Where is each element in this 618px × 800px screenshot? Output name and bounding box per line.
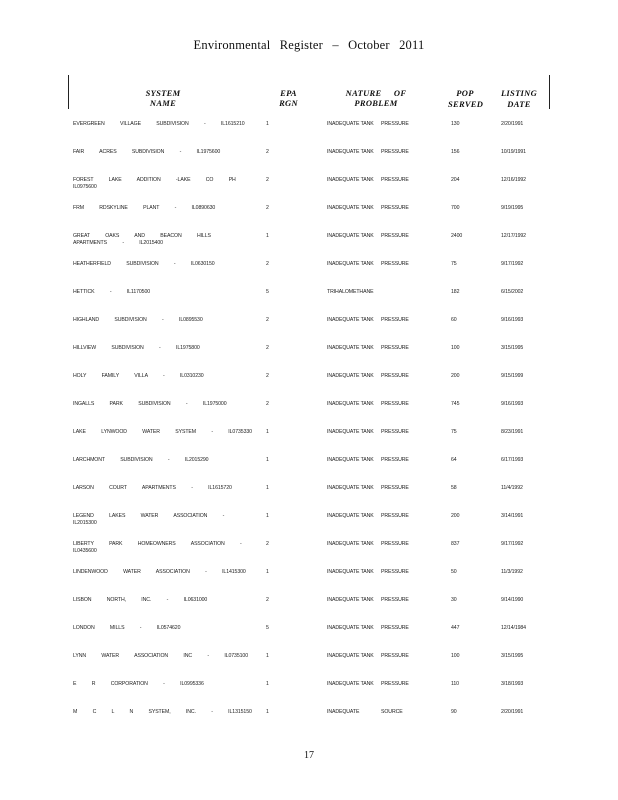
epa-rgn-cell: 1 — [266, 681, 269, 687]
listing-date-cell: 6/15/2002 — [501, 289, 524, 295]
problem-cell: PRESSURE — [381, 681, 409, 687]
problem-cell: PRESSURE — [381, 373, 409, 379]
table-row — [0, 597, 618, 621]
pop-served-cell: 700 — [451, 205, 460, 211]
epa-rgn-cell: 1 — [266, 233, 269, 239]
system-name-cell: LARSON COURT APARTMENTS - IL1615720 — [73, 485, 232, 491]
system-name-cell: LISBON NORTH, INC. - IL0631000 — [73, 597, 208, 603]
system-name-cell: LEGEND LAKES WATER ASSOCIATION - IL2015300 — [73, 513, 225, 526]
col-header-pop-served: POP SERVED — [448, 88, 484, 109]
epa-rgn-cell: 2 — [266, 401, 269, 407]
problem-cell: PRESSURE — [381, 149, 409, 155]
problem-cell: PRESSURE — [381, 317, 409, 323]
epa-rgn-cell: 5 — [266, 625, 269, 631]
problem-cell: PRESSURE — [381, 429, 409, 435]
epa-rgn-cell: 1 — [266, 485, 269, 491]
listing-date-cell: 12/17/1992 — [501, 233, 526, 239]
nature-cell: INADEQUATE TANK — [327, 401, 374, 407]
nature-cell: INADEQUATE TANK — [327, 429, 374, 435]
pop-served-cell: 110 — [451, 681, 459, 687]
table-row — [0, 149, 618, 173]
col-header-system-name: SYSTEM NAME — [145, 88, 181, 108]
table-row — [0, 233, 618, 257]
epa-rgn-cell: 2 — [266, 261, 269, 267]
system-name-cell: LONDON MILLS - IL0574620 — [73, 625, 181, 631]
listing-date-cell: 9/16/1993 — [501, 401, 524, 407]
pop-served-cell: 182 — [451, 289, 460, 295]
epa-rgn-cell: 1 — [266, 121, 269, 127]
table-row — [0, 625, 618, 649]
nature-cell: INADEQUATE TANK — [327, 681, 374, 687]
nature-cell: INADEQUATE TANK — [327, 485, 374, 491]
nature-cell: INADEQUATE TANK — [327, 261, 374, 267]
listing-date-cell: 11/3/1992 — [501, 569, 523, 575]
problem-cell: PRESSURE — [381, 513, 409, 519]
epa-rgn-cell: 2 — [266, 317, 269, 323]
table-row — [0, 681, 618, 705]
pop-served-cell: 447 — [451, 625, 460, 631]
system-name-cell: HEATHERFIELD SUBDIVISION - IL0630150 — [73, 261, 215, 267]
table-row — [0, 457, 618, 481]
problem-cell: PRESSURE — [381, 625, 409, 631]
header-right-rule — [549, 75, 550, 109]
table-row — [0, 317, 618, 341]
page-title: Environmental Register – October 2011 — [193, 38, 425, 52]
listing-date-cell: 3/14/1991 — [501, 513, 524, 519]
listing-date-cell: 2/20/1991 — [501, 121, 524, 127]
pop-served-cell: 100 — [451, 345, 460, 351]
epa-rgn-cell: 1 — [266, 429, 269, 435]
pop-served-cell: 60 — [451, 317, 457, 323]
pop-served-cell: 2400 — [451, 233, 463, 239]
problem-cell: PRESSURE — [381, 485, 409, 491]
nature-cell: INADEQUATE TANK — [327, 205, 374, 211]
listing-date-cell: 12/14/1984 — [501, 625, 526, 631]
epa-rgn-cell: 2 — [266, 345, 269, 351]
epa-rgn-cell: 1 — [266, 513, 269, 519]
listing-date-cell: 9/19/1995 — [501, 205, 524, 211]
table-row — [0, 345, 618, 369]
problem-cell: SOURCE — [381, 709, 403, 715]
epa-rgn-cell: 2 — [266, 205, 269, 211]
pop-served-cell: 204 — [451, 177, 460, 183]
nature-cell: INADEQUATE TANK — [327, 317, 374, 323]
listing-date-cell: 3/18/1993 — [501, 681, 524, 687]
problem-cell: PRESSURE — [381, 401, 409, 407]
system-name-cell: M C L N SYSTEM, INC. - IL1315150 — [73, 709, 252, 715]
table-row — [0, 541, 618, 565]
listing-date-cell: 9/17/1992 — [501, 261, 524, 267]
system-name-cell: FRM RDSKYLINE PLANT - IL0890630 — [73, 205, 216, 211]
epa-rgn-cell: 2 — [266, 149, 269, 155]
table-row — [0, 429, 618, 453]
header-left-rule — [68, 75, 69, 109]
nature-cell: INADEQUATE TANK — [327, 653, 374, 659]
system-name-cell: LINDENWOOD WATER ASSOCIATION - IL1415300 — [73, 569, 246, 575]
nature-cell: INADEQUATE TANK — [327, 625, 374, 631]
table-row — [0, 653, 618, 677]
nature-cell: INADEQUATE TANK — [327, 121, 374, 127]
problem-cell: PRESSURE — [381, 121, 409, 127]
listing-date-cell: 6/17/1993 — [501, 457, 524, 463]
col-header-listing-date: LISTING DATE — [500, 88, 538, 109]
pop-served-cell: 30 — [451, 597, 457, 603]
nature-cell: INADEQUATE — [327, 709, 360, 715]
pop-served-cell: 156 — [451, 149, 460, 155]
listing-date-cell: 9/16/1993 — [501, 317, 524, 323]
pop-served-cell: 50 — [451, 569, 457, 575]
epa-rgn-cell: 2 — [266, 373, 269, 379]
problem-cell: PRESSURE — [381, 177, 409, 183]
pop-served-cell: 58 — [451, 485, 457, 491]
table-row — [0, 289, 618, 313]
system-name-cell: GREAT OAKS AND BEACON HILLS APARTMENTS - IL2015400 — [73, 233, 211, 246]
system-name-cell: HILLVIEW SUBDIVISION - IL1975800 — [73, 345, 200, 351]
table-row — [0, 205, 618, 229]
nature-cell: TRIHALOMETHANE — [327, 289, 374, 295]
pop-served-cell: 100 — [451, 653, 460, 659]
listing-date-cell: 3/15/1995 — [501, 653, 524, 659]
nature-cell: INADEQUATE TANK — [327, 513, 374, 519]
listing-date-cell: 8/23/1991 — [501, 429, 524, 435]
table-row — [0, 485, 618, 509]
problem-cell: PRESSURE — [381, 541, 409, 547]
system-name-cell: HETTICK - IL1170500 — [73, 289, 151, 295]
system-name-cell: LIBERTY PARK HOMEOWNERS ASSOCIATION - IL0435600 — [73, 541, 242, 554]
nature-cell: INADEQUATE TANK — [327, 541, 374, 547]
system-name-cell: HIGHLAND SUBDIVISION - IL0895530 — [73, 317, 203, 323]
problem-cell: PRESSURE — [381, 597, 409, 603]
epa-rgn-cell: 2 — [266, 177, 269, 183]
listing-date-cell: 11/4/1992 — [501, 485, 523, 491]
system-name-cell: HOLY FAMILY VILLA - IL0310230 — [73, 373, 204, 379]
nature-cell: INADEQUATE TANK — [327, 345, 374, 351]
table-row — [0, 513, 618, 537]
system-name-cell: FOREST LAKE ADDITION -LAKE CO PH IL0975600 — [73, 177, 236, 190]
listing-date-cell: 9/17/1992 — [501, 541, 524, 547]
system-name-cell: E R CORPORATION - IL0995336 — [73, 681, 204, 687]
system-name-cell: LAKE LYNWOOD WATER SYSTEM - IL0735330 — [73, 429, 252, 435]
pop-served-cell: 75 — [451, 261, 457, 267]
table-row — [0, 569, 618, 593]
problem-cell: PRESSURE — [381, 205, 409, 211]
page-number: 17 — [304, 750, 314, 761]
problem-cell: PRESSURE — [381, 345, 409, 351]
table-row — [0, 373, 618, 397]
listing-date-cell: 12/16/1992 — [501, 177, 526, 183]
problem-cell: PRESSURE — [381, 569, 409, 575]
nature-cell: INADEQUATE TANK — [327, 177, 374, 183]
pop-served-cell: 200 — [451, 373, 460, 379]
epa-rgn-cell: 2 — [266, 541, 269, 547]
table-row — [0, 401, 618, 425]
problem-cell: PRESSURE — [381, 457, 409, 463]
table-row — [0, 709, 618, 733]
listing-date-cell: 10/19/1991 — [501, 149, 526, 155]
system-name-cell: LYNN WATER ASSOCIATION INC - IL0735100 — [73, 653, 248, 659]
pop-served-cell: 745 — [451, 401, 460, 407]
pop-served-cell: 64 — [451, 457, 457, 463]
epa-rgn-cell: 2 — [266, 597, 269, 603]
pop-served-cell: 200 — [451, 513, 460, 519]
system-name-cell: LARCHMONT SUBDIVISION - IL2015290 — [73, 457, 209, 463]
pop-served-cell: 75 — [451, 429, 457, 435]
pop-served-cell: 90 — [451, 709, 457, 715]
col-header-nature-of-problem: NATURE OF PROBLEM — [345, 88, 407, 108]
pop-served-cell: 130 — [451, 121, 460, 127]
table-row — [0, 261, 618, 285]
listing-date-cell: 3/15/1995 — [501, 345, 524, 351]
table-row — [0, 177, 618, 201]
system-name-cell: INGALLS PARK SUBDIVISION - IL1975000 — [73, 401, 227, 407]
epa-rgn-cell: 1 — [266, 569, 269, 575]
epa-rgn-cell: 1 — [266, 709, 269, 715]
epa-rgn-cell: 1 — [266, 457, 269, 463]
problem-cell: PRESSURE — [381, 261, 409, 267]
system-name-cell: EVERGREEN VILLAGE SUBDIVISION - IL1615210 — [73, 121, 245, 127]
epa-rgn-cell: 5 — [266, 289, 269, 295]
nature-cell: INADEQUATE TANK — [327, 233, 374, 239]
listing-date-cell: 9/15/1999 — [501, 373, 524, 379]
nature-cell: INADEQUATE TANK — [327, 457, 374, 463]
problem-cell: PRESSURE — [381, 233, 409, 239]
problem-cell: PRESSURE — [381, 653, 409, 659]
system-name-cell: FAIR ACRES SUBDIVISION - IL1975600 — [73, 149, 221, 155]
epa-rgn-cell: 1 — [266, 653, 269, 659]
table-row — [0, 121, 618, 145]
listing-date-cell: 2/20/1991 — [501, 709, 524, 715]
nature-cell: INADEQUATE TANK — [327, 569, 374, 575]
pop-served-cell: 837 — [451, 541, 460, 547]
nature-cell: INADEQUATE TANK — [327, 373, 374, 379]
nature-cell: INADEQUATE TANK — [327, 149, 374, 155]
col-header-epa-rgn: EPA RGN — [279, 88, 298, 108]
listing-date-cell: 9/14/1990 — [501, 597, 524, 603]
nature-cell: INADEQUATE TANK — [327, 597, 374, 603]
